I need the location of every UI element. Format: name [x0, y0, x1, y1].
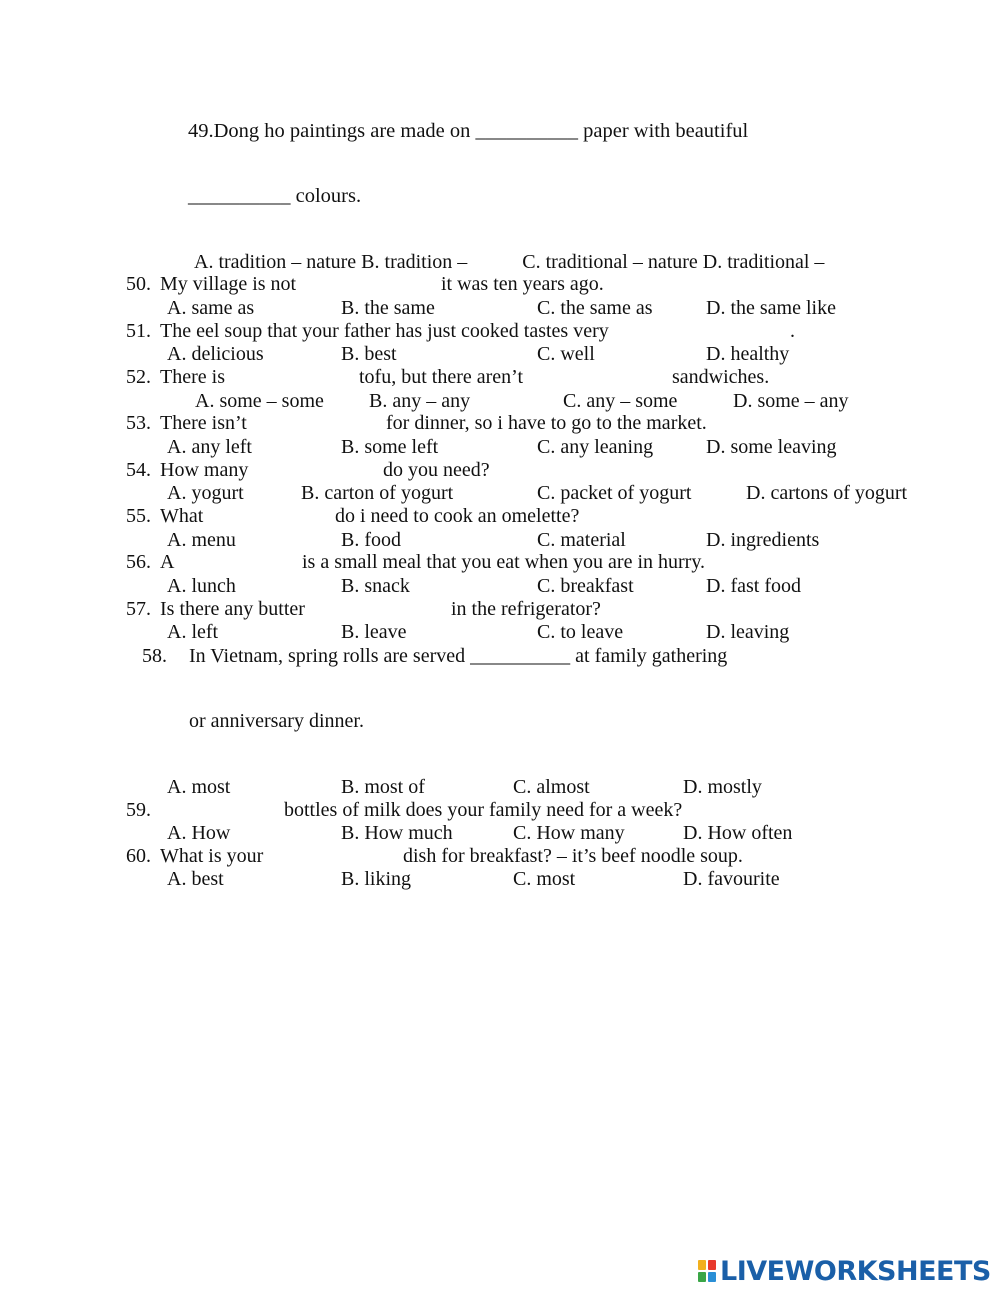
question-50-option-a: A. same as: [167, 297, 255, 319]
question-52-text-c: sandwiches.: [672, 366, 770, 388]
question-55-text-b: do i need to cook an omelette?: [335, 505, 580, 527]
question-58-line-2: or anniversary dinner.: [189, 710, 364, 732]
question-55-option-a: A. menu: [167, 529, 236, 551]
question-55-number: 55.: [126, 505, 151, 527]
question-60-text-a: What is your: [160, 845, 264, 867]
question-51-text-b: .: [790, 320, 795, 342]
question-52-number: 52.: [126, 366, 151, 388]
question-54-option-c: C. packet of yogurt: [537, 482, 692, 504]
question-56-option-b: B. snack: [341, 575, 410, 597]
liveworksheets-logo-text: LIVEWORKSHEETS: [720, 1255, 991, 1287]
question-58-line-1: In Vietnam, spring rolls are served __________ at family gathering: [189, 645, 728, 667]
logo-square-yellow: [698, 1260, 706, 1270]
question-55-option-c: C. material: [537, 529, 626, 551]
question-51-number: 51.: [126, 320, 151, 342]
question-50-text-b: it was ten years ago.: [441, 273, 604, 295]
question-55-text-a: What: [160, 505, 204, 527]
question-52-text-a: There is: [160, 366, 225, 388]
logo-square-blue: [708, 1272, 716, 1282]
question-50-option-c: C. the same as: [537, 297, 653, 319]
question-59-option-b: B. How much: [341, 822, 453, 844]
question-59-option-d: D. How often: [683, 822, 793, 844]
question-49-options: A. tradition – nature B. tradition – C. traditional – nature D. traditional –: [194, 251, 825, 273]
question-51-text-a: The eel soup that your father has just cooked tastes very: [160, 320, 609, 342]
question-54-option-d: D. cartons of yogurt: [746, 482, 908, 504]
question-53-option-b: B. some left: [341, 436, 439, 458]
liveworksheets-logo-icon: [698, 1260, 716, 1282]
question-55-option-b: B. food: [341, 529, 401, 551]
question-57-option-b: B. leave: [341, 621, 407, 643]
question-54-option-a: A. yogurt: [167, 482, 244, 504]
question-50-option-b: B. the same: [341, 297, 435, 319]
question-58-option-d: D. mostly: [683, 776, 762, 798]
question-60-option-c: C. most: [513, 868, 576, 890]
question-59-option-c: C. How many: [513, 822, 625, 844]
question-54-option-b: B. carton of yogurt: [301, 482, 454, 504]
question-58-option-c: C. almost: [513, 776, 590, 798]
question-60-option-b: B. liking: [341, 868, 412, 890]
question-49-line-1: 49.Dong ho paintings are made on __________ paper with beautiful: [188, 120, 749, 142]
question-52-option-b: B. any – any: [369, 390, 471, 412]
question-57-option-a: A. left: [167, 621, 219, 643]
question-53-text-b: for dinner, so i have to go to the market.: [386, 412, 707, 434]
question-57-text-a: Is there any butter: [160, 598, 305, 620]
question-54-text-b: do you need?: [383, 459, 490, 481]
question-51-option-a: A. delicious: [167, 343, 264, 365]
question-58-option-a: A. most: [167, 776, 231, 798]
question-57-text-b: in the refrigerator?: [451, 598, 601, 620]
question-51-option-b: B. best: [341, 343, 397, 365]
question-53-option-a: A. any left: [167, 436, 252, 458]
question-57-number: 57.: [126, 598, 151, 620]
question-57-option-c: C. to leave: [537, 621, 624, 643]
question-60-number: 60.: [126, 845, 151, 867]
question-51-option-c: C. well: [537, 343, 595, 365]
question-58-number: 58.: [142, 645, 167, 667]
question-54-number: 54.: [126, 459, 151, 481]
question-53-text-a: There isn’t: [160, 412, 247, 434]
question-53-option-c: C. any leaning: [537, 436, 654, 458]
question-60-option-a: A. best: [167, 868, 224, 890]
question-49-line-2: __________ colours.: [188, 185, 362, 207]
question-56-option-d: D. fast food: [706, 575, 801, 597]
question-54-text-a: How many: [160, 459, 249, 481]
logo-square-red: [708, 1260, 716, 1270]
logo-square-green: [698, 1272, 706, 1282]
question-53-number: 53.: [126, 412, 151, 434]
question-59-option-a: A. How: [167, 822, 231, 844]
liveworksheets-logo: [698, 1254, 991, 1288]
question-52-option-d: D. some – any: [733, 390, 849, 412]
question-57-option-d: D. leaving: [706, 621, 790, 643]
question-56-text-b: is a small meal that you eat when you are in hurry.: [302, 551, 706, 573]
question-56-text-a: A: [160, 551, 175, 573]
question-56-option-a: A. lunch: [167, 575, 236, 597]
question-58-option-b: B. most of: [341, 776, 425, 798]
question-52-text-b: tofu, but there aren’t: [359, 366, 524, 388]
question-52-option-a: A. some – some: [195, 390, 324, 412]
question-60-option-d: D. favourite: [683, 868, 780, 890]
question-59-number: 59.: [126, 799, 151, 821]
question-55-option-d: D. ingredients: [706, 529, 820, 551]
question-51-option-d: D. healthy: [706, 343, 790, 365]
question-56-option-c: C. breakfast: [537, 575, 634, 597]
question-56-number: 56.: [126, 551, 151, 573]
question-53-option-d: D. some leaving: [706, 436, 837, 458]
question-52-option-c: C. any – some: [563, 390, 678, 412]
question-50-text-a: My village is not: [160, 273, 297, 295]
question-50-number: 50.: [126, 273, 151, 295]
question-50-option-d: D. the same like: [706, 297, 836, 319]
question-59-text-a: bottles of milk does your family need for a week?: [284, 799, 683, 821]
question-60-text-b: dish for breakfast? – it’s beef noodle soup.: [403, 845, 743, 867]
